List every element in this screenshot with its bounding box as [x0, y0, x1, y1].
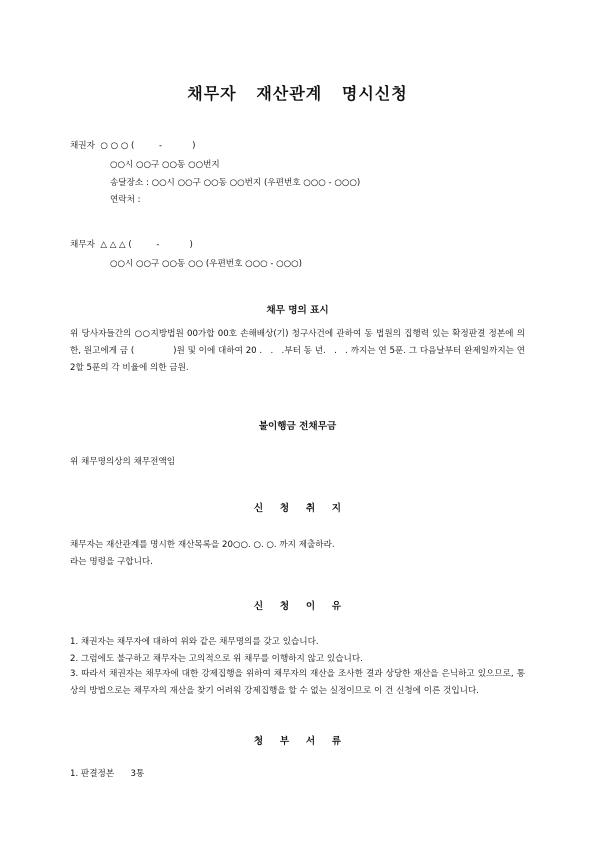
debtor-name-line: 채무자 △ △ △ ( - ) — [70, 240, 193, 250]
attachment-item-1: 1. 판결정본 3통 — [70, 769, 145, 779]
debt-title-heading: 채무 명의 표시 — [266, 305, 329, 316]
debt-title-body: 위 당사자들간의 ○○지방법원 00가합 00호 손해배상(기) 청구사건에 관하여 동 법원의 집행력 있는 확정판결 정본에 의한, 원고에게 금 ( )원 및 이에 대하여 20 . . .부터 동 년. . . 까지는 연 5푼. 그 다음날부터 완제일까지는 연 2할 5푼의 각 비율에 의한 금원. — [70, 329, 528, 373]
document-title: 채무자 재산관계 명시신청 — [187, 84, 408, 103]
debtor-address: ○○시 ○○구 ○○동 ○○ (우편번호 ○○○ - ○○○) — [110, 259, 303, 269]
creditor-address: ○○시 ○○구 ○○동 ○○번지 — [110, 160, 220, 170]
amount-heading: 불이행금 전채무금 — [258, 421, 337, 432]
purpose-heading: 신 청 취 지 — [253, 503, 342, 514]
amount-body: 위 채무명의상의 채무전액임 — [70, 457, 176, 467]
purpose-line2: 라는 명령을 구합니다. — [70, 557, 153, 567]
purpose-line1: 채무자는 재산관계를 명시한 재산목록을 20○○. ○. ○. 까지 제출하라. — [70, 540, 335, 550]
reason-item-2: 2. 그럼에도 불구하고 채무자는 고의적으로 위 채무를 이행하지 않고 있습니다. — [70, 654, 363, 664]
creditor-service-address: 송달장소 : ○○시 ○○구 ○○동 ○○번지 (우편번호 ○○○ - ○○○) — [110, 178, 361, 188]
creditor-name-line: 채권자 ○ ○ ○ ( - ) — [70, 141, 196, 151]
reasons-heading: 신 청 이 유 — [253, 601, 342, 612]
attachments-heading: 청 부 서 류 — [253, 736, 342, 747]
creditor-contact: 연락처 : — [110, 195, 141, 205]
reason-item-1: 1. 채권자는 채무자에 대하여 위와 같은 채무명의를 갖고 있습니다. — [70, 637, 319, 647]
reason-item-3: 3. 따라서 채권자는 채무자에 대한 강제집행을 위하여 채무자의 재산을 조사한 결과 상당한 재산을 은닉하고 있으므로, 통상의 방법으로는 채무자의 재산을 찾기 어려워 강제집행을 할 수 없는 실정이므로 이 건 신청에 이른 것입니다. — [70, 669, 525, 696]
